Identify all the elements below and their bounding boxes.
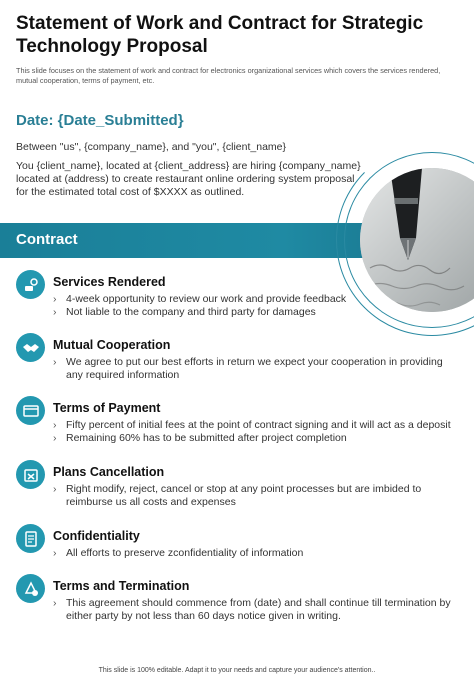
- handshake-icon: [16, 333, 45, 362]
- document-lock-icon: [16, 524, 45, 553]
- list-item: › We agree to put our best efforts in return we expect your cooperation in providing any required information: [53, 356, 453, 382]
- bullet-list: [53, 293, 453, 319]
- section-title: Mutual Cooperation: [53, 338, 171, 352]
- bullet-list: [53, 547, 453, 560]
- section-title: Terms and Termination: [53, 579, 190, 593]
- list-item: › Fifty percent of initial fees at the point of contract signing and it will act as a deposit: [53, 419, 453, 432]
- list-item: › All efforts to preserve zconfidentiality of information: [53, 547, 453, 560]
- contract-heading: Contract: [16, 231, 78, 248]
- section-title: Terms of Payment: [53, 401, 161, 415]
- bullet-list: [53, 597, 453, 623]
- page-subtitle: This slide focuses on the statement of work and contract for electronics organizational services which covers the services rendered, mutual cooperation, terms of payment, etc.: [16, 66, 441, 85]
- footer-note: This slide is 100% editable. Adapt it to your needs and capture your audience's attention..: [98, 667, 376, 674]
- parties-line: Between "us", {company_name}, and "you", {client_name}: [16, 141, 287, 153]
- page-title: Statement of Work and Contract for Strategic Technology Proposal: [16, 13, 424, 57]
- section-title: Plans Cancellation: [53, 465, 165, 479]
- calendar-cancel-icon: [16, 460, 45, 489]
- date-submitted: Date: {Date_Submitted}: [16, 112, 184, 129]
- payment-icon: [16, 396, 45, 425]
- list-item: › Right modify, reject, cancel or stop at any point processes but are imbided to reimburse us all costs and expenses: [53, 483, 453, 509]
- list-item: › Remaining 60% has to be submitted after project completion: [53, 432, 453, 445]
- section-title: Confidentiality: [53, 529, 140, 543]
- intro-paragraph: You {client_name}, located at {client_address} are hiring {company_name} located at (address) to create restaurant online ordering system proposal for the estimated total cost of $XXXX as outlined.: [16, 160, 361, 198]
- section-title: Services Rendered: [53, 275, 166, 289]
- list-item: › Not liable to the company and third party for damages: [53, 306, 453, 319]
- bullet-list: [53, 356, 453, 382]
- bullet-list: [53, 483, 453, 509]
- list-item: › This agreement should commence from (date) and shall continue till termination by either party by not less than 60 days notice given in writing.: [53, 597, 453, 623]
- termination-icon: [16, 574, 45, 603]
- bullet-list: [53, 419, 453, 445]
- list-item: › 4-week opportunity to review our work and provide feedback: [53, 293, 453, 306]
- services-icon: [16, 270, 45, 299]
